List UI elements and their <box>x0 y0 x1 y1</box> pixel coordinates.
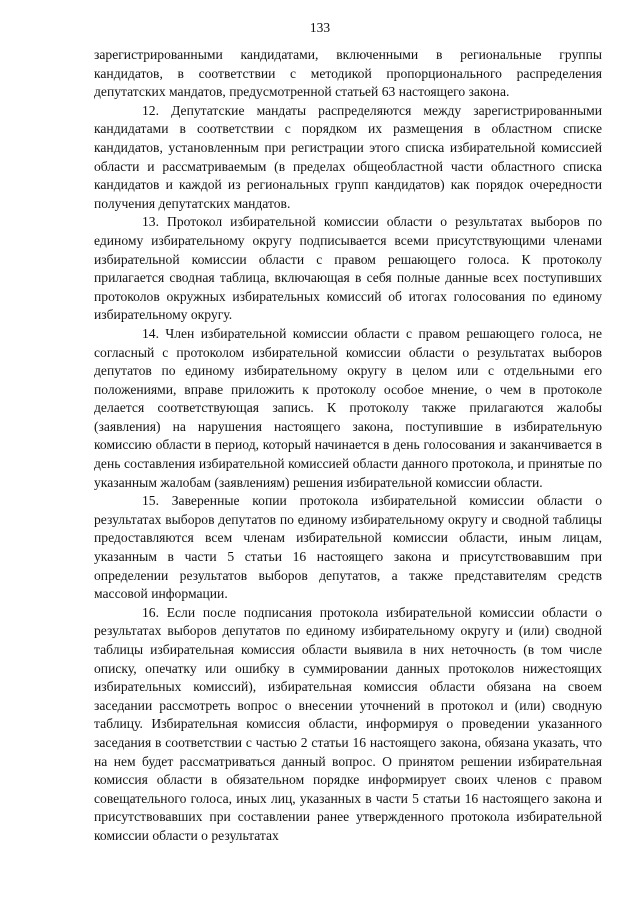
paragraph-12: 12. Депутатские мандаты распределяются между зарегистрированными кандидатами в соответствии с порядком их размещения в областном списке кандидатов, установленным при регистрации этого списка избирательной комиссией области и рассматриваемым (в пределах общеобластной части областного списка кандидатов и каждой из региональных групп кандидатов) как порядок очередности получения депутатских мандатов. <box>94 102 602 211</box>
page-number: 133 <box>309 20 331 35</box>
paragraph-continuation: зарегистрированными кандидатами, включенными в региональные группы кандидатов, в соответствии с методикой пропорционального распределения депутатских мандатов, предусмотренной статьей 63 настоящего закона. <box>94 47 602 100</box>
paragraph-13: 13. Протокол избирательной комиссии области о результатах выборов по единому избирательному округу подписывается всеми присутствующими членами избирательной комиссии области с правом решающего голоса. К протоколу прилагается сводная таблица, включающая в себя полные данные всех поступивших протоколов окружных избирательных комиссий об итогах голосования по единому избирательному округу. <box>94 214 602 323</box>
document-body <box>94 46 602 846</box>
paragraph-16: 16. Если после подписания протокола избирательной комиссии области о результатах выборов депутатов по единому избирательному округу и (или) сводной таблицы избирательная комиссия области выявила в них неточность (в том числе описку, опечатку или ошибку в суммировании данных протоколов нижестоящих избирательных комиссий), избирательная комиссия области обязана на своем заседании рассмотреть вопрос о внесении уточнений в протокол и (или) сводную таблицу. Избирательная комиссия области, информируя о проведении указанного заседания в соответствии с частью 2 статьи 16 настоящего закона, обязана указать, что на нем будет рассматриваться данный вопрос. О принятом решении избирательная комиссия области в обязательном порядке информирует своих членов с правом совещательного голоса, иных лиц, указанных в части 5 статьи 16 настоящего закона и присутствовавших при составлении ранее утвержденного протокола избирательной комиссии области о результатах <box>94 604 602 843</box>
paragraph-14: 14. Член избирательной комиссии области с правом решающего голоса, не согласный с протоколом избирательной комиссии области о результатах выборов депутатов по единому избирательному округу в целом или с отдельными его положениями, вправе приложить к протоколу особое мнение, о чем в протоколе делается соответствующая запись. К протоколу также прилагаются жалобы (заявления) на нарушения настоящего закона, поступившие в избирательную комиссию области в период, который начинается в день голосования и заканчивается в день составления избирательной комиссией области данного протокола, и принятые по указанным жалобам (заявлениям) решения избирательной комиссии области. <box>94 325 602 490</box>
paragraph-15: 15. Заверенные копии протокола избирательной комиссии области о результатах выборов депутатов по единому избирательному округу и сводной таблицы предоставляются всем членам избирательной комиссии области, иным лицам, указанным в части 5 статьи 16 настоящего закона и присутствовавшим при определении результатов выборов депутатов, а также представителям средств массовой информации. <box>94 493 602 602</box>
